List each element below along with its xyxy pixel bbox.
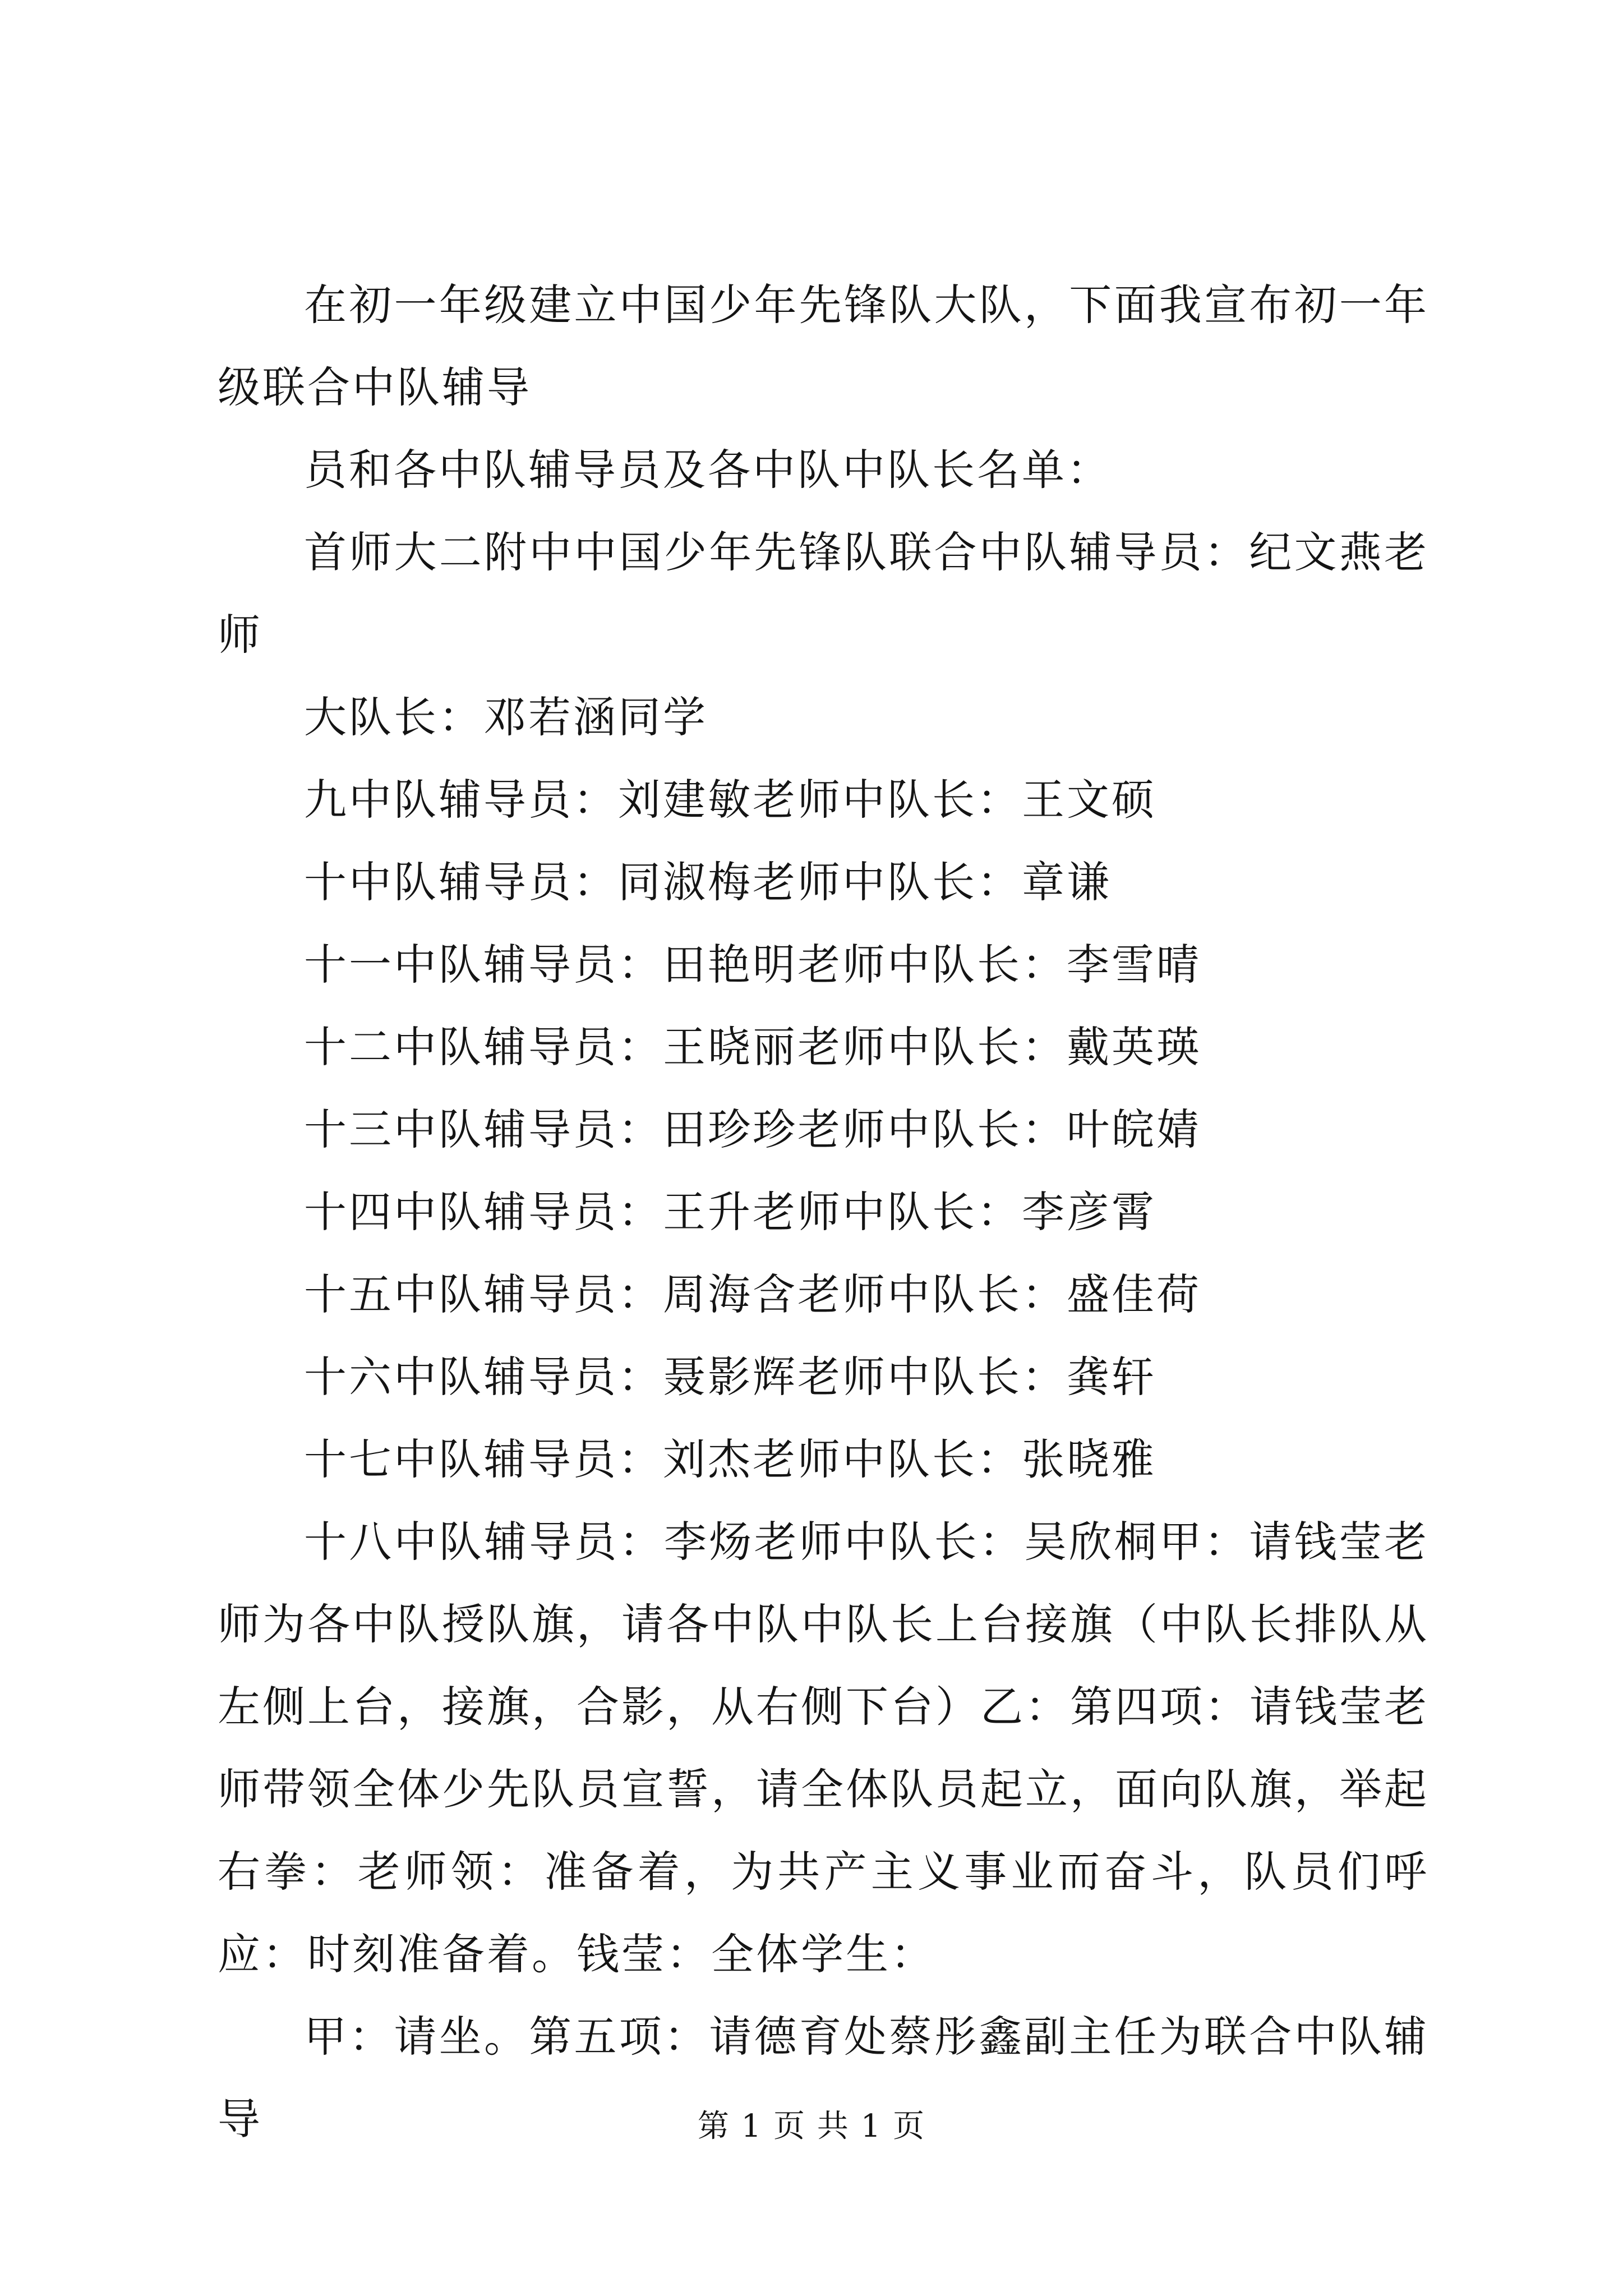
paragraph-squad-11: 十一中队辅导员：田艳明老师中队长：李雪晴 [304, 940, 1201, 990]
paragraph-squad-17: 十七中队辅导员：刘杰老师中队长：张晓雅 [304, 1434, 1156, 1484]
document-body [218, 264, 1429, 2160]
paragraph-squad-15: 十五中队辅导员：周海含老师中队长：盛佳荷 [304, 1269, 1201, 1319]
paragraph-brigade-leader: 大队长：邓若涵同学 [304, 692, 708, 742]
paragraph-step-five: 甲：请坐。第五项：请德育处蔡彤鑫副主任为联合中队辅导 [218, 2012, 1429, 2144]
paragraph-squad-16: 十六中队辅导员：聂影辉老师中队长：龚轩 [304, 1352, 1156, 1402]
paragraph-joint-counselor: 首师大二附中中国少年先锋队联合中队辅导员：纪文燕老师 [218, 527, 1429, 660]
paragraph-squad-9: 九中队辅导员：刘建敏老师中队长：王文硕 [304, 775, 1156, 825]
paragraph-list-heading: 员和各中队辅导员及各中队中队长名单： [304, 445, 1112, 495]
paragraph-squad-14: 十四中队辅导员：王升老师中队长：李彦霄 [304, 1187, 1156, 1237]
page-footer: 第 1 页 共 1 页 [697, 2108, 926, 2145]
paragraph-squad-12: 十二中队辅导员：王晓丽老师中队长：戴英瑛 [304, 1022, 1201, 1072]
paragraph-squad-13: 十三中队辅导员：田珍珍老师中队长：叶皖婧 [304, 1105, 1201, 1154]
paragraph-squad-18-and-ceremony: 十八中队辅导员：李炀老师中队长：吴欣桐甲：请钱莹老师为各中队授队旗，请各中队中队长上台接旗（中队长排队从左侧上台，接旗，合影，从右侧下台）乙：第四项：请钱莹老师带领全体少先队员宣誓，请全体队员起立，面向队旗，举起右拳：老师领：准备着，为共产主义事业而奋斗，队员们呼应：时刻准备着。钱莹：全体学生： [218, 1517, 1429, 1979]
paragraph-intro: 在初一年级建立中国少年先锋队大队，下面我宣布初一年级联合中队辅导 [218, 280, 1429, 412]
paragraph-squad-10: 十中队辅导员：同淑梅老师中队长：章谦 [304, 857, 1112, 907]
